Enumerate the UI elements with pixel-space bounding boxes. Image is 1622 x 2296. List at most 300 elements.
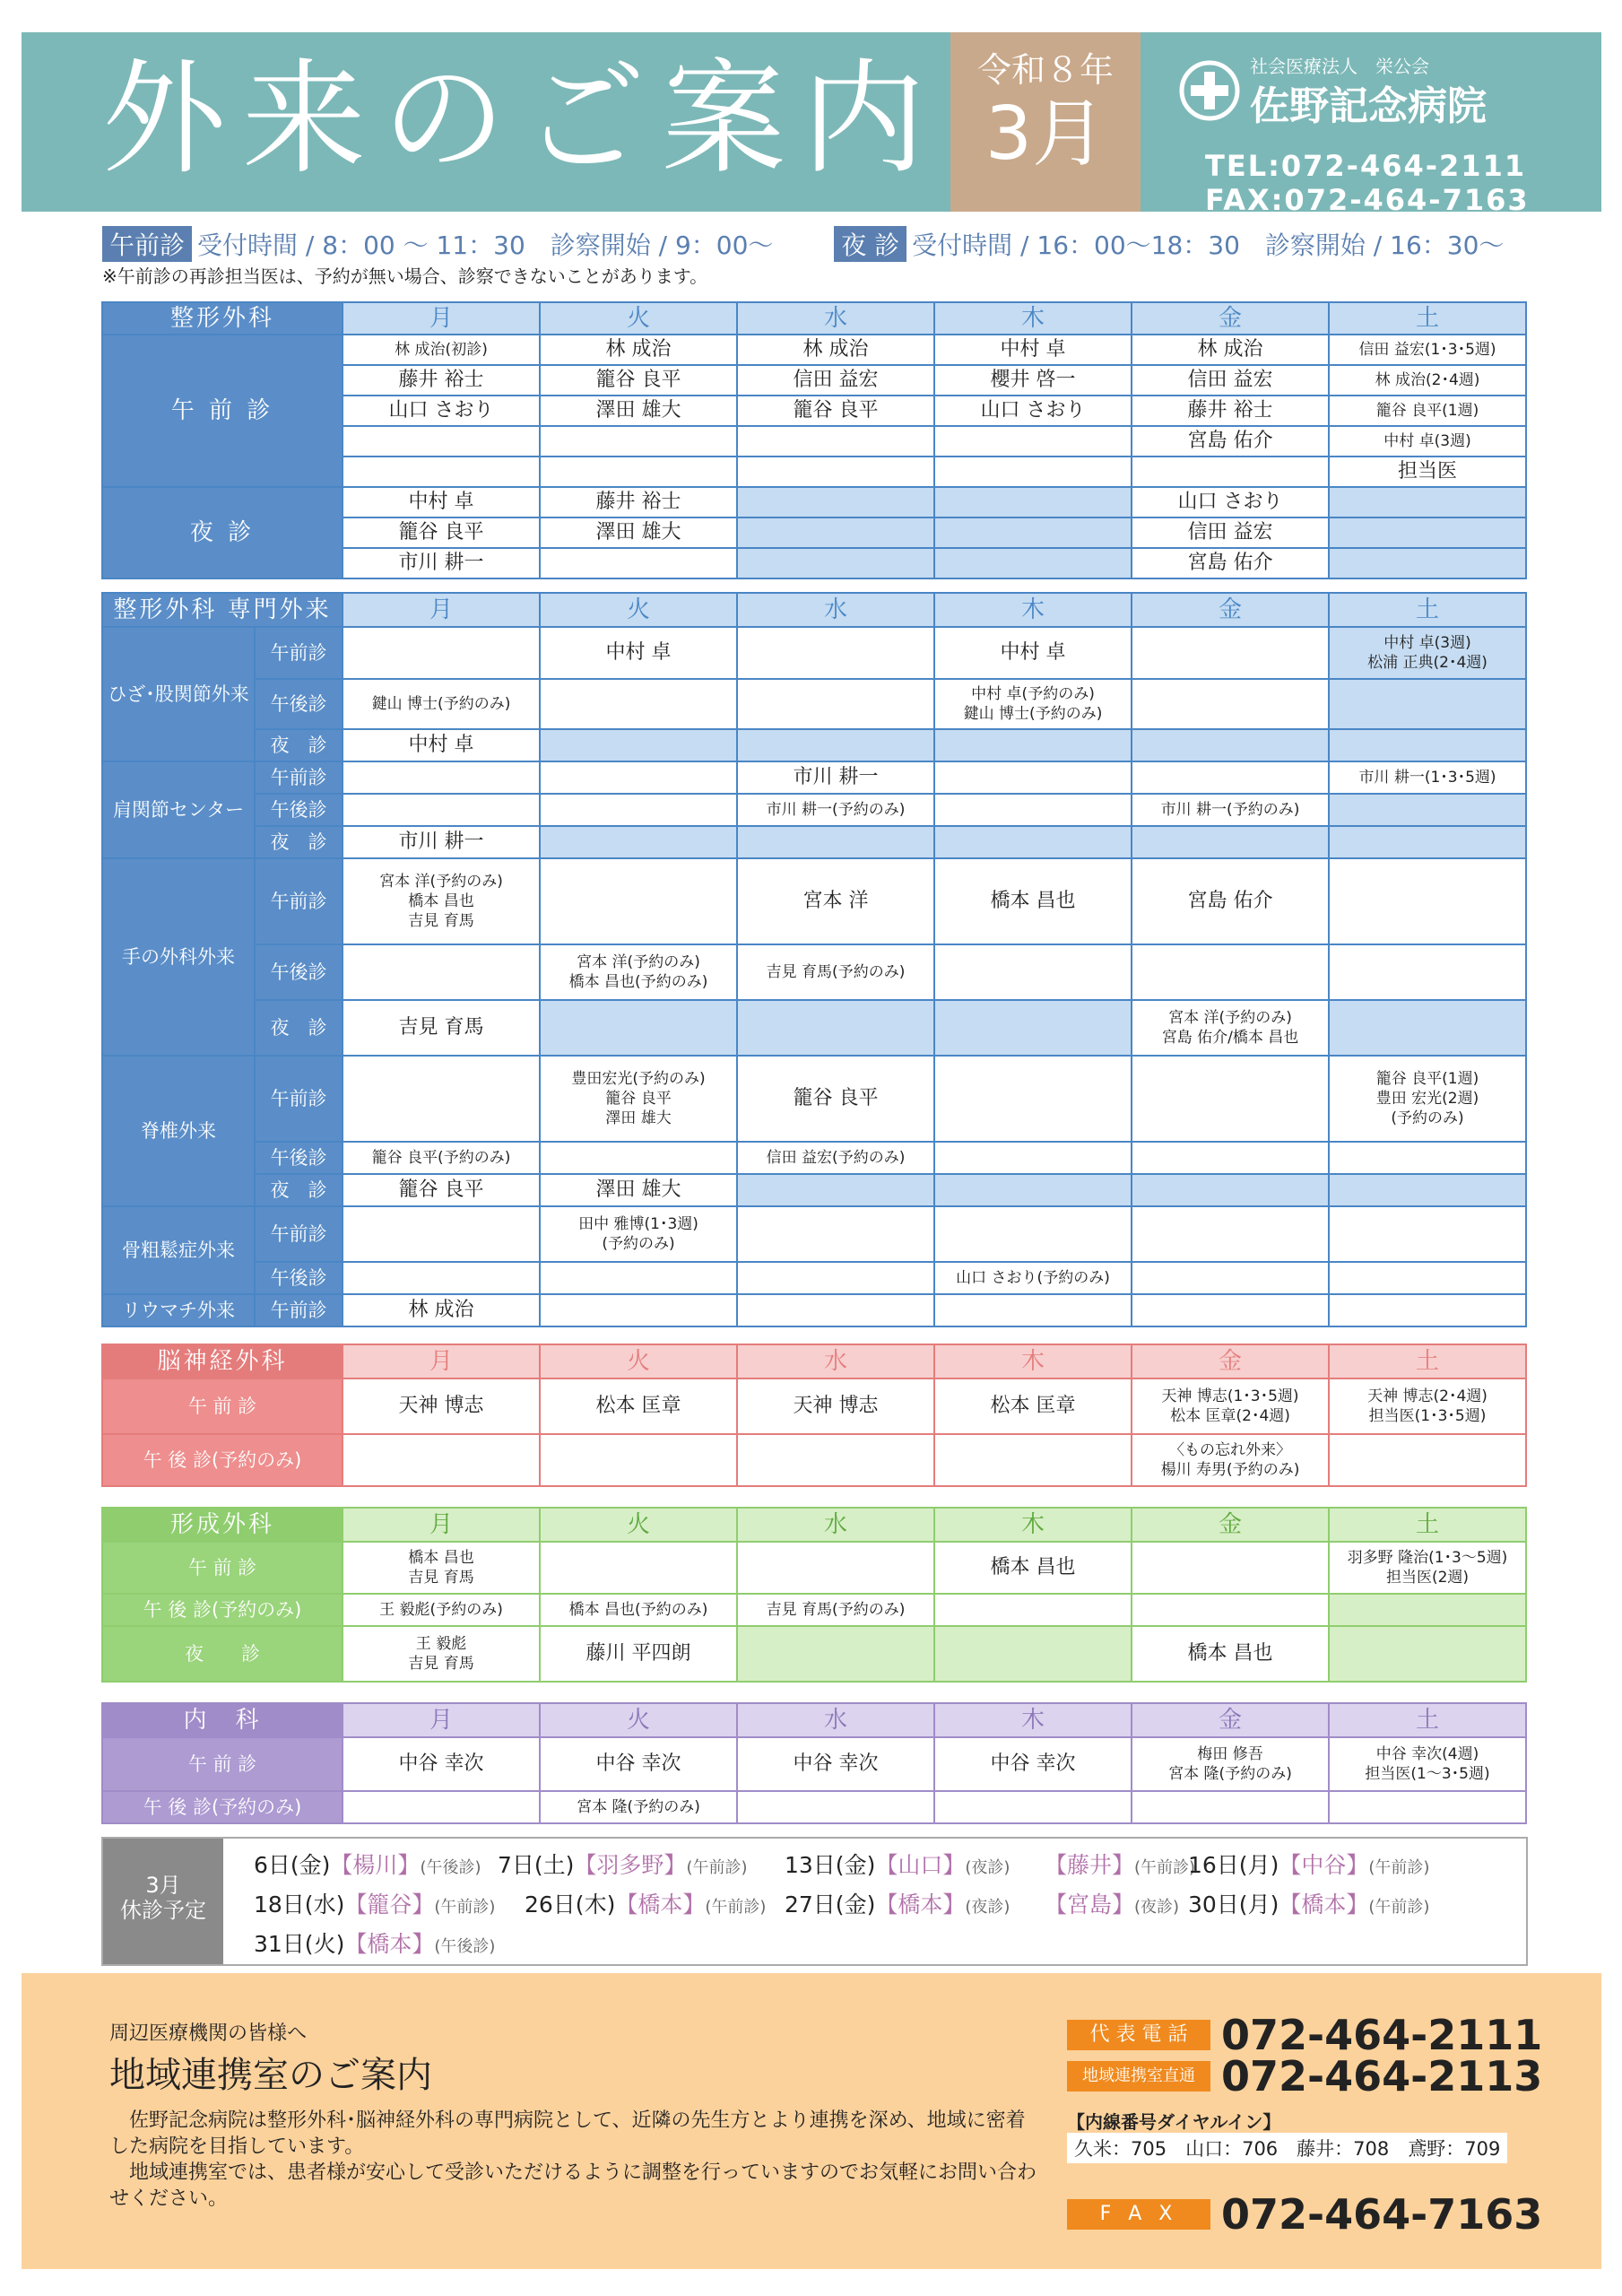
schedule-cell [540, 826, 737, 858]
schedule-cell [934, 1594, 1132, 1626]
schedule-cell [343, 627, 540, 679]
department-title: 脳神経外科 [102, 1344, 343, 1378]
schedule-cell: 籠谷 良平(1週) [1329, 396, 1526, 426]
schedule-cell [1132, 1262, 1329, 1294]
schedule-cell: 市川 耕一(予約のみ) [1132, 794, 1329, 826]
schedule-cell [934, 487, 1132, 517]
schedule-cell: 藤井 裕士 [343, 365, 540, 396]
session-label: 午前診 [255, 858, 343, 944]
schedule-cell: 吉見 育馬(予約のみ) [737, 1594, 934, 1626]
session-label: 午前診 [255, 1294, 343, 1326]
pm-tag: 夜 診 [834, 226, 906, 262]
day-header-row [102, 1703, 1526, 1737]
schedule-cell: 橋本 昌也(予約のみ) [540, 1594, 737, 1626]
header-banner [22, 32, 1601, 217]
table-row [102, 761, 1526, 794]
closure-date: 31日(火) [254, 1931, 345, 1957]
hospital-logo-icon [1178, 59, 1241, 122]
schedule-cell: 橋本 昌也 [1132, 1626, 1329, 1682]
schedule-cell: 信田 益宏 [1132, 517, 1329, 548]
schedule-cell: 豊田宏光(予約のみ) 籠谷 良平 澤田 雄大 [540, 1056, 737, 1142]
footer-liaison [22, 1973, 1601, 2269]
schedule-cell: 天神 博志 [343, 1378, 540, 1434]
session-label: 午後診 [255, 1142, 343, 1174]
schedule-cell [1329, 1294, 1526, 1326]
schedule-cell: 松本 匡章 [934, 1378, 1132, 1434]
schedule-cell [737, 517, 934, 548]
schedule-cell: 藤井 裕士 [540, 487, 737, 517]
orthopedics-table [101, 301, 1527, 579]
footer-fax-number[interactable]: 072-464-7163 [1221, 2190, 1543, 2239]
schedule-cell [737, 426, 934, 457]
clinic-label: リウマチ外来 [102, 1294, 255, 1326]
schedule-cell [343, 426, 540, 457]
schedule-cell [1329, 487, 1526, 517]
schedule-cell: 林 成治 [540, 335, 737, 365]
schedule-cell [1132, 729, 1329, 761]
session-label: 午後診 [255, 794, 343, 826]
closure-doctor: 【橋本】 [1279, 1892, 1369, 1918]
day-header: 土 [1329, 1344, 1526, 1378]
table-row [102, 1142, 1526, 1174]
direct-phone-number[interactable]: 072-464-2113 [1221, 2052, 1543, 2100]
schedule-cell [934, 457, 1132, 487]
closure-session: (午前診) [1368, 1858, 1430, 1877]
day-header: 水 [737, 593, 934, 627]
schedule-cell [343, 1262, 540, 1294]
schedule-cell: 籠谷 良平(予約のみ) [343, 1142, 540, 1174]
schedule-cell: 橋本 昌也 [934, 1542, 1132, 1594]
schedule-cell [934, 1626, 1132, 1682]
schedule-cell [1329, 794, 1526, 826]
closure-entry [785, 1887, 1010, 1919]
schedule-cell: 宮本 隆(予約のみ) [540, 1791, 737, 1823]
schedule-cell: 中村 卓 [343, 729, 540, 761]
schedule-cell [934, 826, 1132, 858]
table-row [102, 1174, 1526, 1206]
closure-entry [525, 1887, 766, 1919]
schedule-cell [737, 1626, 934, 1682]
closure-doctor: 【宮島】 [1045, 1892, 1135, 1918]
day-header: 月 [343, 1344, 540, 1378]
closure-doctor: 【籠谷】 [344, 1892, 435, 1918]
schedule-cell [934, 1791, 1132, 1823]
schedule-cell [1132, 1294, 1329, 1326]
schedule-cell: 宮島 佑介 [1132, 426, 1329, 457]
schedule-cell: 林 成治 [737, 335, 934, 365]
table-row [102, 858, 1526, 944]
closure-doctor: 【橋本】 [615, 1892, 706, 1918]
fax-label: F A X [1067, 2199, 1210, 2230]
schedule-cell [1329, 1594, 1526, 1626]
table-row [102, 1206, 1526, 1262]
schedule-cell: 天神 博志 [737, 1378, 934, 1434]
day-header: 木 [934, 593, 1132, 627]
schedule-cell [540, 1000, 737, 1056]
schedule-cell: 王 毅彪 吉見 育馬 [343, 1626, 540, 1682]
session-label-am: 午 前 診 [102, 335, 343, 487]
session-label: 夜 診 [255, 729, 343, 761]
session-label: 夜 診 [102, 1626, 343, 1682]
schedule-cell [343, 1434, 540, 1486]
footer-body-2: 地域連携室では、患者様が安心して受診いただけるように調整を行っていますのでお気軽にお問い合わせください。 [109, 2161, 1037, 2210]
orthopedics-special-table [101, 592, 1527, 1327]
closure-doctor: 【藤井】 [1045, 1852, 1135, 1878]
footer-body [109, 2108, 1042, 2212]
closure-doctor: 【羽多野】 [574, 1852, 687, 1878]
schedule-cell [1329, 1434, 1526, 1486]
closure-doctor: 【中谷】 [1279, 1852, 1369, 1878]
schedule-cell [1329, 1206, 1526, 1262]
internal-medicine-table [101, 1702, 1527, 1824]
schedule-cell [1329, 1626, 1526, 1682]
schedule-cell [540, 1262, 737, 1294]
schedule-cell: 信田 益宏(予約のみ) [737, 1142, 934, 1174]
schedule-cell [343, 1791, 540, 1823]
schedule-cell [540, 1542, 737, 1594]
schedule-cell: 籠谷 良平(1週) 豊田 宏光(2週) (予約のみ) [1329, 1056, 1526, 1142]
day-header: 金 [1132, 302, 1329, 335]
schedule-cell [1329, 1174, 1526, 1206]
closure-entry [254, 1887, 495, 1919]
schedule-cell [1329, 679, 1526, 729]
schedule-cell: 市川 耕一(1･3･5週) [1329, 761, 1526, 794]
schedule-cell [1132, 1542, 1329, 1594]
department-title: 形成外科 [102, 1508, 343, 1542]
schedule-cell: 信田 益宏 [1132, 365, 1329, 396]
schedule-cell [1132, 944, 1329, 1000]
schedule-cell [737, 548, 934, 578]
schedule-cell: 櫻井 啓一 [934, 365, 1132, 396]
schedule-cell [343, 1056, 540, 1142]
schedule-cell [540, 858, 737, 944]
schedule-cell [1329, 1262, 1526, 1294]
schedule-cell [343, 1206, 540, 1262]
schedule-cell [343, 761, 540, 794]
schedule-cell [540, 1434, 737, 1486]
session-label: 午 後 診(予約のみ) [102, 1434, 343, 1486]
schedule-cell [737, 1542, 934, 1594]
session-label: 午後診 [255, 679, 343, 729]
schedule-cell: 王 毅彪(予約のみ) [343, 1594, 540, 1626]
schedule-cell: 藤井 裕士 [1132, 396, 1329, 426]
day-header-row [102, 593, 1526, 627]
day-header: 火 [540, 1508, 737, 1542]
day-header: 金 [1132, 1344, 1329, 1378]
schedule-cell: 担当医 [1329, 457, 1526, 487]
month-label: 3月 [984, 91, 1106, 177]
closure-entry [1188, 1848, 1429, 1880]
table-row [102, 1434, 1526, 1486]
reception-hours [102, 226, 1504, 262]
schedule-cell [1329, 729, 1526, 761]
schedule-cell: 山口 さおり [343, 396, 540, 426]
schedule-cell: 市川 耕一 [343, 826, 540, 858]
schedule-cell: 宮本 洋(予約のみ) 橋本 昌也 吉見 育馬 [343, 858, 540, 944]
am-tag: 午前診 [102, 226, 192, 262]
closure-entry [785, 1848, 1010, 1880]
schedule-cell [737, 679, 934, 729]
schedule-cell: 〈もの忘れ外来〉 楊川 寿男(予約のみ) [1132, 1434, 1329, 1486]
schedule-cell [934, 1434, 1132, 1486]
fax-number: FAX:072-464-7163 [1205, 183, 1530, 217]
schedule-cell: 山口 さおり [1132, 487, 1329, 517]
table-row [102, 1594, 1526, 1626]
am-hours: 受付時間 / 8：00 〜 11：30 診察開始 / 9：00〜 [197, 230, 774, 260]
closure-label [103, 1839, 223, 1964]
schedule-cell: 橋本 昌也 吉見 育馬 [343, 1542, 540, 1594]
closure-date: 26日(木) [525, 1892, 616, 1918]
schedule-cell: 羽多野 隆治(1･3〜5週) 担当医(2週) [1329, 1542, 1526, 1594]
schedule-cell [934, 1056, 1132, 1142]
schedule-cell [1132, 1056, 1329, 1142]
schedule-cell [1132, 761, 1329, 794]
table-row [102, 826, 1526, 858]
schedule-cell: 中村 卓(3週) 松浦 正典(2･4週) [1329, 627, 1526, 679]
schedule-cell [1329, 826, 1526, 858]
day-header: 金 [1132, 1508, 1329, 1542]
table-row [102, 729, 1526, 761]
schedule-cell [540, 794, 737, 826]
closure-entry [254, 1926, 495, 1959]
schedule-cell [540, 729, 737, 761]
schedule-cell [737, 1174, 934, 1206]
closure-entry [1188, 1887, 1429, 1919]
day-header: 木 [934, 1508, 1132, 1542]
day-header: 金 [1132, 593, 1329, 627]
schedule-cell: 中村 卓 [343, 487, 540, 517]
table-row [102, 944, 1526, 1000]
schedule-cell [1329, 548, 1526, 578]
schedule-cell [1329, 517, 1526, 548]
closure-entry [498, 1848, 747, 1880]
department-title: 整形外科 [102, 302, 343, 335]
session-label: 午 前 診 [102, 1737, 343, 1791]
day-header: 火 [540, 1703, 737, 1737]
schedule-cell: 宮本 洋 [737, 858, 934, 944]
schedule-cell: 山口 さおり [934, 396, 1132, 426]
clinic-label: 脊椎外来 [102, 1056, 255, 1206]
table-row [102, 1737, 1526, 1791]
day-header: 火 [540, 593, 737, 627]
schedule-cell [540, 457, 737, 487]
schedule-cell [737, 1206, 934, 1262]
closure-date: 6日(金) [254, 1852, 331, 1878]
clinic-label: 骨粗鬆症外来 [102, 1206, 255, 1294]
table-row [102, 1791, 1526, 1823]
closure-session: (午後診) [434, 1937, 496, 1956]
closure-session: (夜診) [965, 1898, 1010, 1917]
schedule-cell: 林 成治 [1132, 335, 1329, 365]
schedule-cell: 籠谷 良平 [343, 517, 540, 548]
schedule-cell [1132, 1594, 1329, 1626]
extension-list: 久米：705 山口：706 藤井：708 鳶野：709 [1067, 2133, 1507, 2163]
closure-schedule [101, 1837, 1528, 1966]
schedule-cell: 中谷 幸次 [343, 1737, 540, 1791]
schedule-cell: 籠谷 良平 [737, 1056, 934, 1142]
session-label: 午後診 [255, 944, 343, 1000]
rep-phone-number[interactable]: 072-464-2111 [1221, 2011, 1543, 2059]
table-row [102, 1378, 1526, 1434]
day-header: 月 [343, 1703, 540, 1737]
schedule-cell: 籠谷 良平 [540, 365, 737, 396]
session-label: 午前診 [255, 627, 343, 679]
session-label: 午前診 [255, 1056, 343, 1142]
schedule-cell: 梅田 修吾 宮本 隆(予約のみ) [1132, 1737, 1329, 1791]
schedule-cell: 宮島 佑介 [1132, 858, 1329, 944]
schedule-cell: 中村 卓 [934, 335, 1132, 365]
day-header: 木 [934, 1344, 1132, 1378]
closure-session: (午前診) [1368, 1898, 1430, 1917]
schedule-cell: 信田 益宏 [737, 365, 934, 396]
closure-date: 7日(土) [498, 1852, 575, 1878]
session-label: 夜 診 [255, 1174, 343, 1206]
day-header: 木 [934, 1703, 1132, 1737]
day-header: 土 [1329, 302, 1526, 335]
schedule-cell: 澤田 雄大 [540, 1174, 737, 1206]
closure-entry [1045, 1848, 1195, 1880]
schedule-cell [737, 1000, 934, 1056]
schedule-cell: 山口 さおり(予約のみ) [934, 1262, 1132, 1294]
schedule-cell: 中谷 幸次 [540, 1737, 737, 1791]
schedule-cell [540, 761, 737, 794]
corp-name: 社会医療法人 栄公会 [1250, 56, 1429, 77]
page-title: 外来のご案内 [102, 47, 942, 191]
schedule-cell: 中谷 幸次 [737, 1737, 934, 1791]
schedule-cell: 信田 益宏(1･3･5週) [1329, 335, 1526, 365]
schedule-cell [1329, 1000, 1526, 1056]
schedule-cell [1132, 627, 1329, 679]
schedule-cell [1132, 1791, 1329, 1823]
session-label: 午後診 [255, 1262, 343, 1294]
day-header: 水 [737, 1344, 934, 1378]
schedule-cell: 中村 卓 [540, 627, 737, 679]
schedule-cell [737, 457, 934, 487]
schedule-cell [934, 794, 1132, 826]
schedule-cell [934, 1206, 1132, 1262]
schedule-cell [540, 1142, 737, 1174]
schedule-cell [1329, 858, 1526, 944]
neurosurgery-table [101, 1344, 1527, 1487]
schedule-cell [1132, 1142, 1329, 1174]
day-header: 火 [540, 1344, 737, 1378]
schedule-cell [737, 1294, 934, 1326]
schedule-cell [934, 1174, 1132, 1206]
schedule-cell [737, 1434, 934, 1486]
table-row [102, 1542, 1526, 1594]
closure-date: 30日(月) [1188, 1892, 1279, 1918]
schedule-cell: 市川 耕一(予約のみ) [737, 794, 934, 826]
schedule-cell [540, 1294, 737, 1326]
day-header-row [102, 302, 1526, 335]
schedule-cell: 澤田 雄大 [540, 517, 737, 548]
schedule-cell [934, 548, 1132, 578]
clinic-label: 肩関節センター [102, 761, 255, 858]
schedule-cell: 澤田 雄大 [540, 396, 737, 426]
schedule-cell [934, 944, 1132, 1000]
day-header: 金 [1132, 1703, 1329, 1737]
schedule-cell [737, 1791, 934, 1823]
schedule-cell [540, 426, 737, 457]
schedule-cell [934, 1142, 1132, 1174]
schedule-cell [934, 517, 1132, 548]
closure-date: 16日(月) [1188, 1852, 1279, 1878]
schedule-cell: 松本 匡章 [540, 1378, 737, 1434]
day-header-row [102, 1508, 1526, 1542]
schedule-cell: 中谷 幸次 [934, 1737, 1132, 1791]
hours-note: ※午前診の再診担当医は、予約が無い場合、診察できないことがあります。 [102, 265, 708, 287]
department-title: 内 科 [102, 1703, 343, 1737]
schedule-cell: 宮本 洋(予約のみ) 宮島 佑介/橋本 昌也 [1132, 1000, 1329, 1056]
schedule-cell [540, 679, 737, 729]
session-label: 午 後 診(予約のみ) [102, 1791, 343, 1823]
day-header: 水 [737, 1703, 934, 1737]
closure-session: (午後診) [420, 1858, 481, 1877]
footer-title: 地域連携室のご案内 [109, 2055, 432, 2096]
schedule-cell: 宮島 佑介 [1132, 548, 1329, 578]
schedule-cell [1132, 1206, 1329, 1262]
table-row [102, 335, 1526, 365]
schedule-cell: 鍵山 博士(予約のみ) [343, 679, 540, 729]
schedule-cell: 籠谷 良平 [343, 1174, 540, 1206]
schedule-cell [934, 729, 1132, 761]
clinic-label: ひざ･股関節外来 [102, 627, 255, 761]
direct-phone-label: 地域連携室直通 [1067, 2061, 1210, 2092]
day-header: 火 [540, 302, 737, 335]
rep-phone-label: 代 表 電 話 [1067, 2020, 1210, 2050]
closure-doctor: 【橋本】 [344, 1931, 435, 1957]
schedule-cell [737, 826, 934, 858]
table-row [102, 1626, 1526, 1682]
schedule-cell [934, 1000, 1132, 1056]
footer-body-1: 佐野記念病院は整形外科･脳神経外科の専門病院として、近隣の先生方とより連携を深め、地域に密着した病院を目指しています。 [109, 2109, 1026, 2158]
day-header: 月 [343, 302, 540, 335]
closure-doctor: 【橋本】 [875, 1892, 966, 1918]
schedule-cell: 中村 卓(予約のみ) 鍵山 博士(予約のみ) [934, 679, 1132, 729]
department-title: 整形外科 専門外来 [102, 593, 343, 627]
plastic-surgery-table [101, 1507, 1527, 1683]
session-label: 夜 診 [255, 1000, 343, 1056]
schedule-cell [737, 729, 934, 761]
schedule-cell: 林 成治(2･4週) [1329, 365, 1526, 396]
schedule-cell [737, 627, 934, 679]
schedule-cell: 天神 博志(2･4週) 担当医(1･3･5週) [1329, 1378, 1526, 1434]
table-row [102, 794, 1526, 826]
schedule-cell: 中谷 幸次(4週) 担当医(1〜3･5週) [1329, 1737, 1526, 1791]
extension-title: 【内線番号ダイヤルイン】 [1067, 2111, 1281, 2133]
schedule-cell [1132, 826, 1329, 858]
schedule-cell [343, 944, 540, 1000]
closure-session: (夜診) [1134, 1898, 1180, 1917]
day-header: 水 [737, 302, 934, 335]
closure-date: 13日(金) [785, 1852, 876, 1878]
closure-date: 27日(金) [785, 1892, 876, 1918]
schedule-cell [1329, 1791, 1526, 1823]
schedule-cell: 吉見 育馬(予約のみ) [737, 944, 934, 1000]
schedule-cell: 市川 耕一 [737, 761, 934, 794]
closure-label-text: 3月 休診予定 [120, 1873, 206, 1923]
day-header: 月 [343, 1508, 540, 1542]
schedule-cell: 林 成治(初診) [343, 335, 540, 365]
schedule-cell [1132, 1174, 1329, 1206]
session-label: 午前診 [255, 1206, 343, 1262]
schedule-cell [343, 457, 540, 487]
schedule-cell [934, 426, 1132, 457]
table-row [102, 1262, 1526, 1294]
schedule-cell [1132, 679, 1329, 729]
closure-entry [254, 1848, 481, 1880]
table-row [102, 487, 1526, 517]
